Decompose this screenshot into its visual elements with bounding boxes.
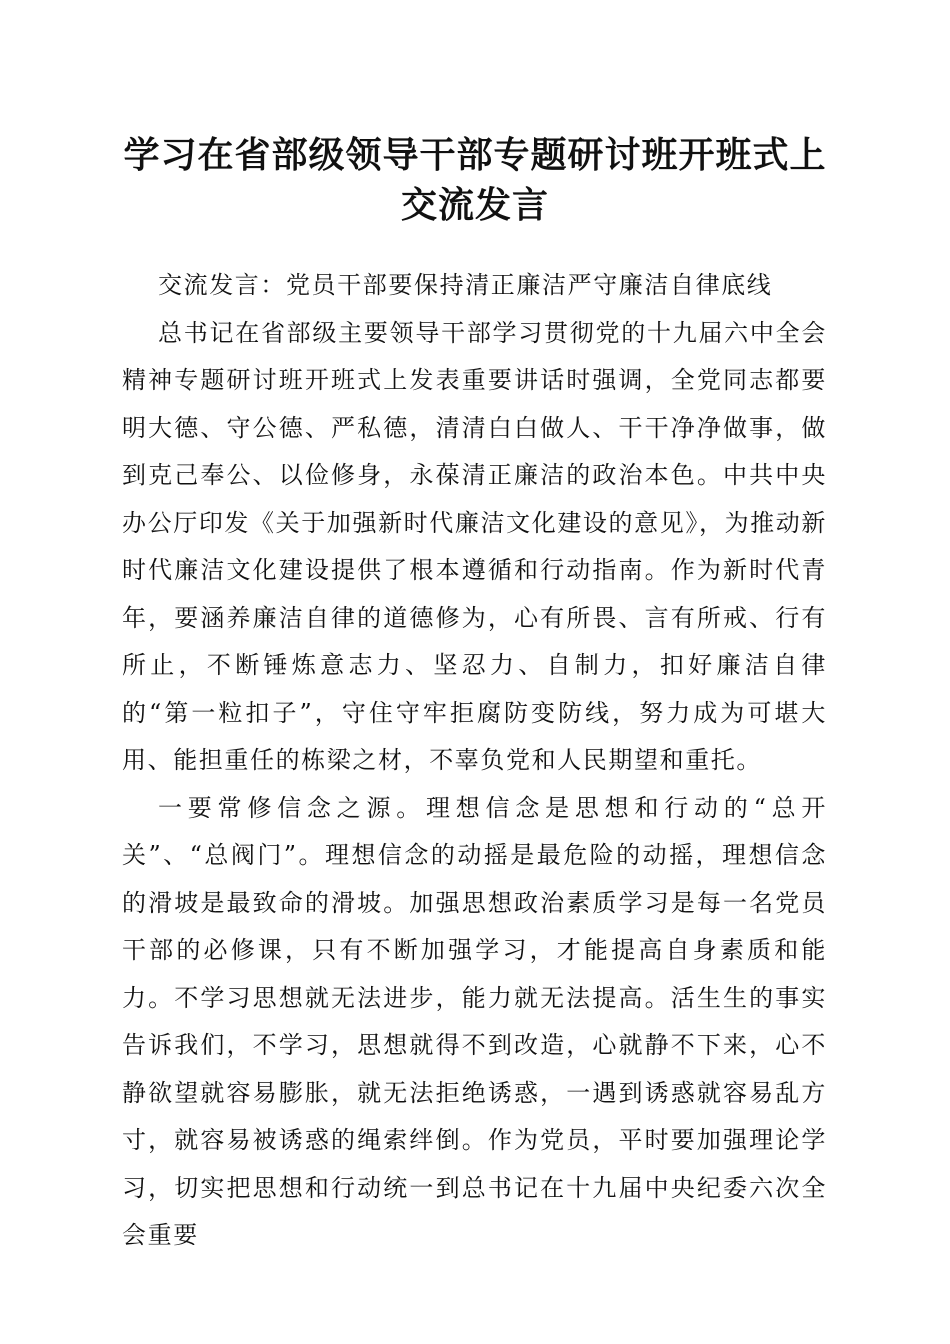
document-title: 学习在省部级领导干部专题研讨班开班式上交流发言 [123,134,827,226]
body-paragraph: 一要常修信念之源。理想信念是思想和行动的“总开关”、“总阀门”。理想信念的动摇是最危险的动摇，理想信念的滑坡是最致命的滑坡。加强思想政治素质学习是每一名党员干部的必修课，只有不断加强学习，才能提高自身素质和能力。不学习思想就无法进步，能力就无法提高。活生生的事实告诉我们，不学习，思想就得不到改造，心就静不下来，心不静欲望就容易膨胀，就无法拒绝诱惑，一遇到诱惑就容易乱方寸，就容易被诱惑的绳索绊倒。作为党员，平时要加强理论学习，切实把思想和行动统一到总书记在十九届中央纪委六次全会重要 [122,793,827,1249]
body-paragraph: 总书记在省部级主要领导干部学习贯彻党的十九届六中全会精神专题研讨班开班式上发表重要讲话时强调，全党同志都要明大德、守公德、严私德，清清白白做人、干干净净做事，做到克己奉公、以俭修身，永葆清正廉洁的政治本色。中共中央办公厅印发《关于加强新时代廉洁文化建设的意见》，为推动新时代廉洁文化建设提供了根本遵循和行动指南。作为新时代青年，要涵养廉洁自律的道德修为，心有所畏、言有所戒、行有所止，不断锤炼意志力、坚忍力、自制力，扣好廉洁自律的“第一粒扣子”，守住守牢拒腐防变防线，努力成为可堪大用、能担重任的栋梁之材，不辜负党和人民期望和重托。 [122,318,827,774]
subtitle-paragraph: 交流发言：党员干部要保持清正廉洁严守廉洁自律底线 [158,271,773,299]
document-body [122,262,827,1260]
